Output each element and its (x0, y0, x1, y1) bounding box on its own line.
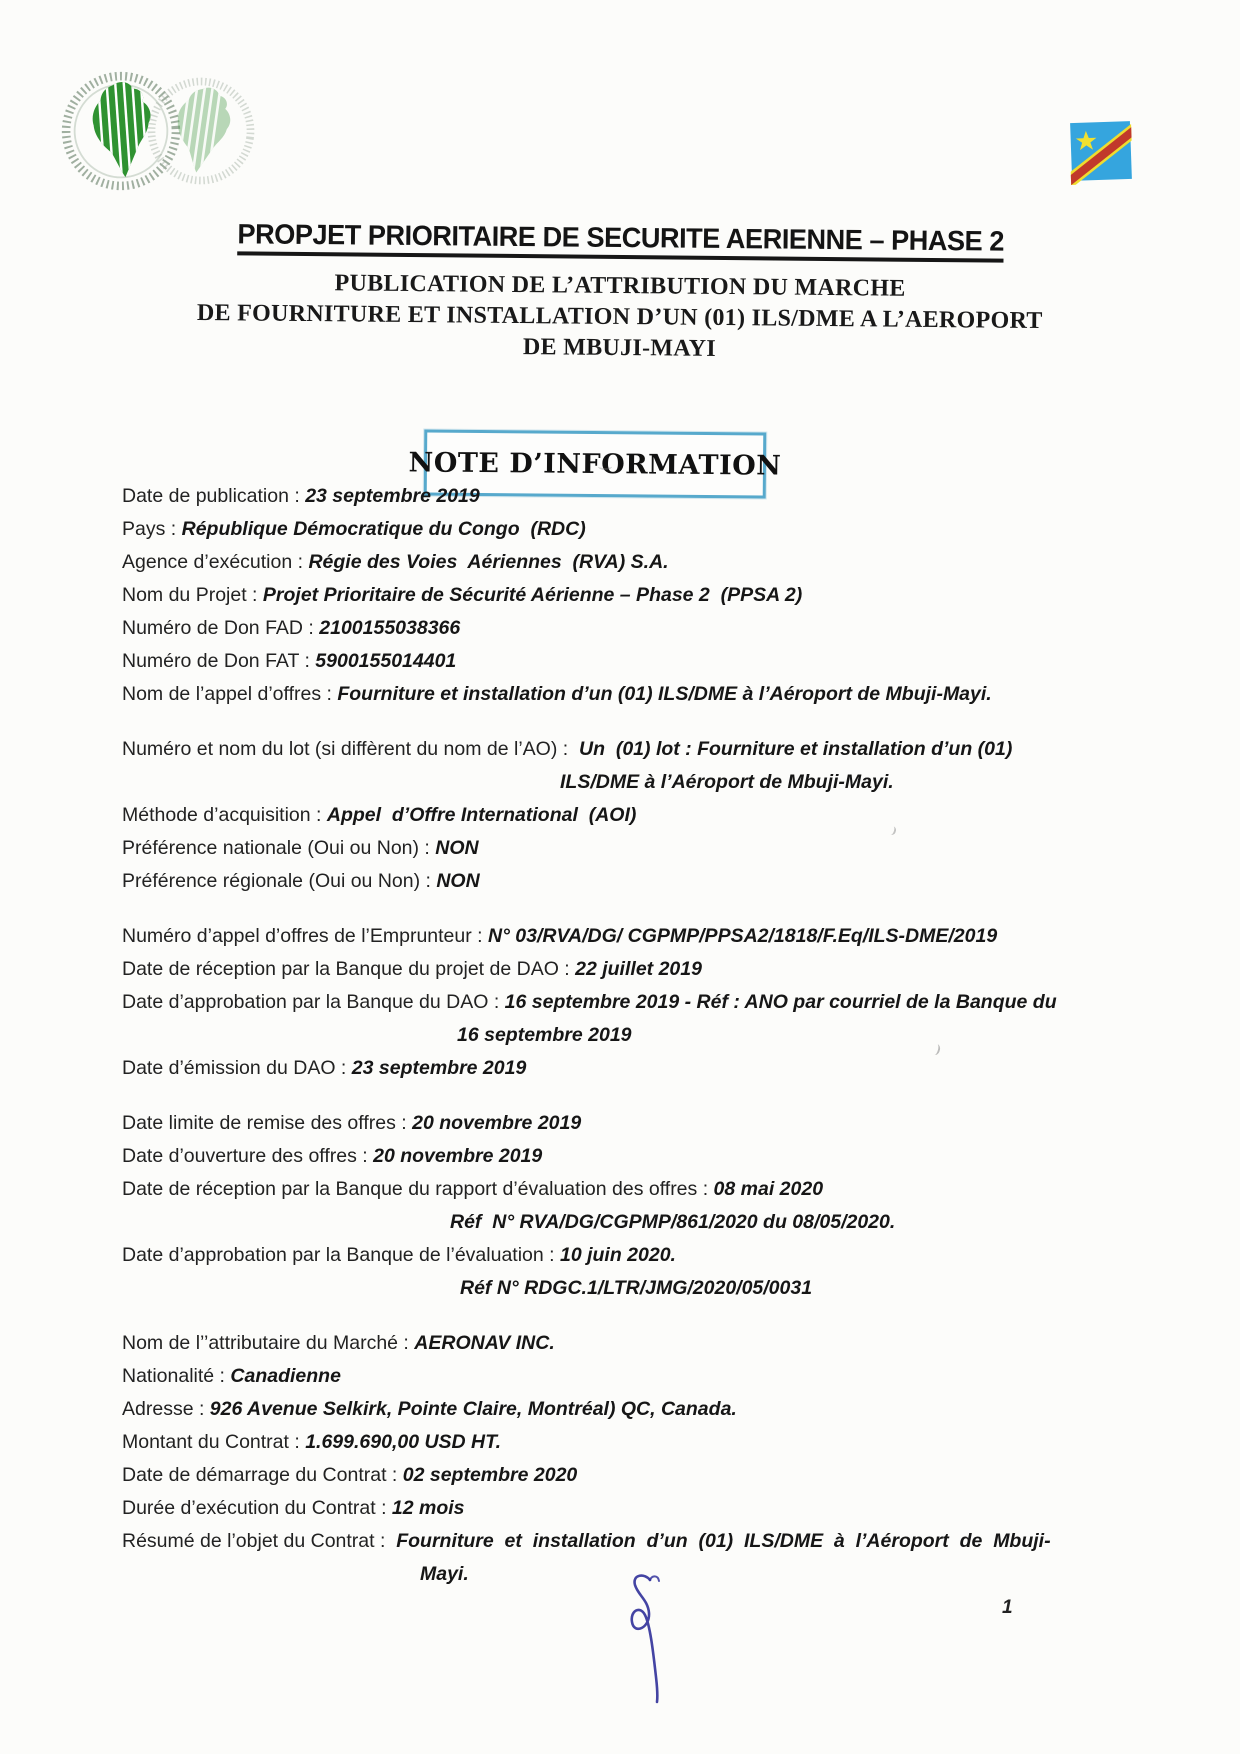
field-value: AERONAV INC. (414, 1332, 555, 1354)
main-title: PROPJET PRIORITAIRE DE SECURITE AERIENNE – PHASE 2 (237, 218, 1004, 262)
field-value: NON (436, 870, 480, 892)
note-information-label: NOTE D’INFORMATION (408, 446, 782, 482)
field-value: Appel d’Offre International (AOI) (326, 804, 637, 826)
document-line (122, 832, 1122, 865)
document-line (122, 1206, 1122, 1239)
field-label: Nom de l’appel d’offres : (122, 683, 338, 705)
document-line (122, 1107, 1122, 1140)
document-line (122, 1140, 1122, 1173)
field-label: Date d’approbation par la Banque de l’évaluation : (122, 1244, 560, 1266)
document-line (122, 513, 1122, 546)
document-line (122, 953, 1122, 986)
document-line (122, 579, 1122, 612)
page-number: 1 (1002, 1597, 1013, 1618)
field-value: Un (01) lot : Fourniture et installation d’un (01) (579, 738, 1013, 760)
field-label: Adresse : (122, 1398, 210, 1420)
document-line (122, 1393, 1122, 1426)
field-label: Date d’ouverture des offres : (122, 1145, 374, 1167)
field-label: Numéro de Don FAD : (122, 617, 320, 639)
field-label: Nom du Projet : (122, 584, 263, 606)
document-line (122, 1360, 1122, 1393)
field-value: Réf N° RVA/DG/CGPMP/861/2020 du 08/05/2020. (450, 1211, 896, 1233)
document-line (122, 1173, 1122, 1206)
scan-artifact (598, 463, 612, 470)
field-label: Résumé de l’objet du Contrat : (122, 1530, 397, 1552)
field-value: 22 juillet 2019 (575, 958, 702, 980)
field-label: Pays : (122, 518, 182, 540)
subtitle-line-3: DE MBUJI-MAYI (522, 334, 717, 362)
field-label: Préférence nationale (Oui ou Non) : (122, 837, 436, 859)
field-label: Méthode d’acquisition : (122, 804, 327, 826)
document-line (122, 733, 1122, 766)
document-line (122, 1272, 1122, 1305)
field-value: 20 novembre 2019 (373, 1145, 543, 1167)
field-value: N° 03/RVA/DG/ CGPMP/PPSA2/1818/F.Eq/ILS-DME/2019 (488, 925, 998, 947)
document-line (122, 480, 1122, 513)
document-line (122, 920, 1122, 953)
document-line (122, 1239, 1122, 1272)
field-value: Projet Prioritaire de Sécurité Aérienne – Phase 2 (PPSA 2) (262, 584, 803, 606)
document-line (122, 986, 1122, 1019)
field-value: 12 mois (391, 1497, 465, 1519)
field-value: République Démocratique du Congo (RDC) (181, 518, 586, 540)
field-value: 10 juin 2020. (559, 1244, 676, 1266)
document-line (122, 678, 1122, 711)
field-value: ILS/DME à l’Aéroport de Mbuji-Mayi. (560, 771, 894, 793)
afdb-logo-faded-icon (139, 69, 263, 193)
field-label: Nationalité : (122, 1365, 231, 1387)
field-value: 23 septembre 2019 (305, 485, 480, 507)
field-label: Date d’émission du DAO : (122, 1057, 352, 1079)
field-value: Mayi. (420, 1563, 469, 1585)
field-value: 926 Avenue Selkirk, Pointe Claire, Montréal) QC, Canada. (209, 1398, 737, 1420)
subtitle-line-2: DE FOURNITURE ET INSTALLATION D’UN (01) ILS/DME A L’AEROPORT (196, 299, 1043, 335)
document-line (122, 612, 1122, 645)
field-label: Montant du Contrat : (122, 1431, 306, 1453)
document-line (122, 1459, 1122, 1492)
field-value: 16 septembre 2019 (457, 1024, 632, 1046)
document-line (122, 799, 1122, 832)
field-value: 23 septembre 2019 (351, 1057, 527, 1079)
field-value: 5900155014401 (315, 650, 457, 672)
drc-flag-icon (1069, 117, 1133, 185)
document-line (122, 1052, 1122, 1085)
field-value: Fourniture et installation d’un (01) ILS/DME à l’Aéroport de Mbuji-Mayi. (337, 683, 992, 705)
field-label: Agence d’exécution : (122, 551, 309, 573)
field-label: Numéro et nom du lot (si diffèrent du nom de l’AO) : (122, 738, 580, 760)
field-value: 20 novembre 2019 (412, 1112, 582, 1134)
field-label: Numéro d’appel d’offres de l’Emprunteur : (122, 925, 488, 947)
signature-mark (612, 1572, 686, 1710)
document-line (122, 1492, 1122, 1525)
field-label: Durée d’exécution du Contrat : (122, 1497, 392, 1519)
field-label: Préférence régionale (Oui ou Non) : (122, 870, 437, 892)
field-value: 2100155038366 (319, 617, 461, 639)
field-value: Régie des Voies Aériennes (RVA) S.A. (308, 551, 669, 573)
document-line (122, 645, 1122, 678)
field-value: 16 septembre 2019 - Réf : ANO par courriel de la Banque du (504, 991, 1057, 1013)
field-label: Date limite de remise des offres : (122, 1112, 413, 1134)
document-line (122, 1525, 1122, 1558)
field-label: Numéro de Don FAT : (122, 650, 316, 672)
field-value: 08 mai 2020 (713, 1178, 824, 1200)
field-label: Date de publication : (122, 485, 306, 507)
document-line (122, 766, 1122, 799)
document-line (122, 1426, 1122, 1459)
field-label: Date de démarrage du Contrat : (122, 1464, 403, 1486)
document-line (122, 546, 1122, 579)
field-value: Réf N° RDGC.1/LTR/JMG/2020/05/0031 (460, 1277, 813, 1299)
document-heading (0, 216, 1240, 370)
document-line (122, 1019, 1122, 1052)
field-label: Date d’approbation par la Banque du DAO : (122, 991, 505, 1013)
field-value: Canadienne (230, 1365, 341, 1387)
field-value: 1.699.690,00 USD HT. (305, 1431, 502, 1453)
field-value: Fourniture et installation d’un (01) ILS/DME à l’Aéroport de Mbuji- (396, 1530, 1051, 1552)
field-label: Date de réception par la Banque du rapport d’évaluation des offres : (122, 1178, 714, 1200)
field-label: Date de réception par la Banque du projet de DAO : (122, 958, 576, 980)
subtitle-line-1: PUBLICATION DE L’ATTRIBUTION DU MARCHE (334, 270, 906, 302)
document-line (122, 1327, 1122, 1360)
document-line (122, 865, 1122, 898)
field-label: Nom de l’’attributaire du Marché : (122, 1332, 415, 1354)
document-fields (122, 480, 1122, 1591)
field-value: NON (435, 837, 479, 859)
field-value: 02 septembre 2020 (402, 1464, 578, 1486)
